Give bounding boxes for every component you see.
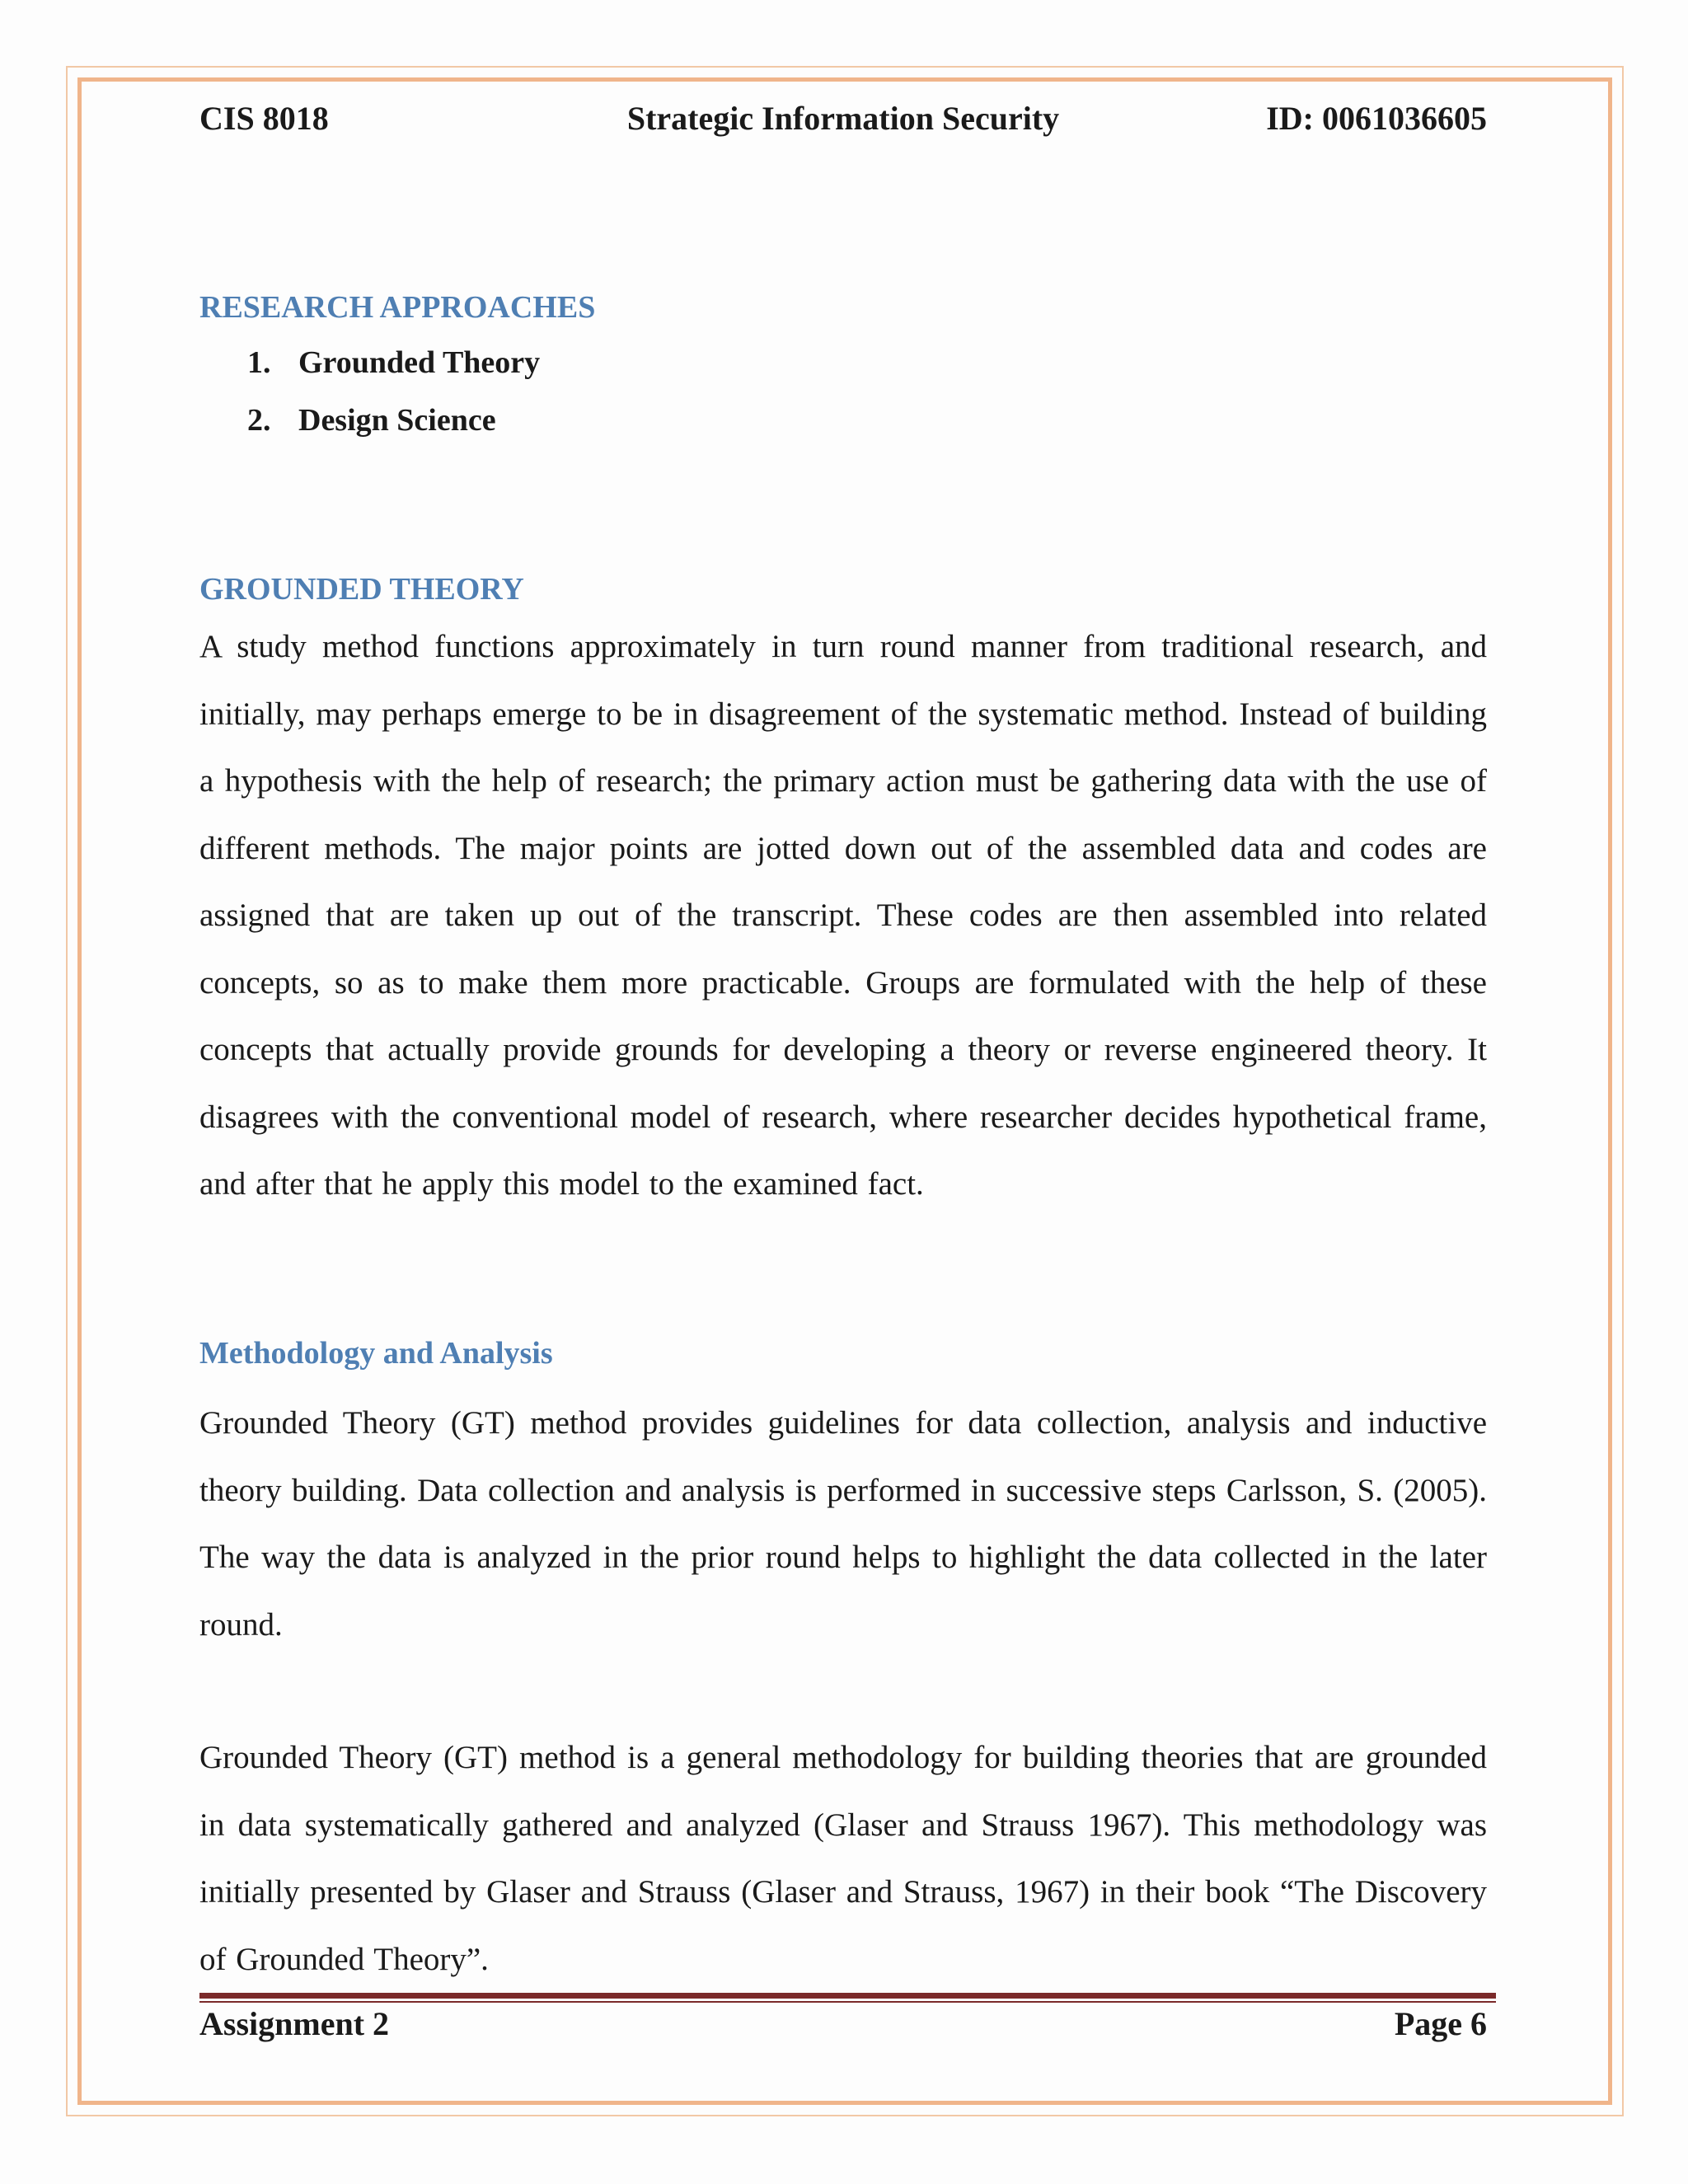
header-student-id: ID: 0061036605 [1266, 100, 1487, 137]
research-approaches-heading: RESEARCH APPROACHES [199, 290, 596, 325]
footer-divider-thin [199, 2001, 1496, 2003]
list-item-number: 1. [247, 345, 271, 380]
footer-divider [199, 1993, 1496, 1999]
methodology-paragraph-2: Grounded Theory (GT) method is a general methodology for building theories that are grounded in data systematically gathered and analyzed (Glaser and Strauss 1967). This methodology was initially presented by Glaser and Strauss (Glaser and Strauss, 1967) in their book “The Discovery of Grounded Theory”. [199, 1740, 1487, 1977]
grounded-theory-section [199, 569, 1487, 1218]
page-footer [199, 2004, 1487, 2054]
footer-page-number: Page 6 [1394, 2005, 1487, 2042]
grounded-theory-heading: GROUNDED THEORY [199, 572, 524, 607]
footer-assignment: Assignment 2 [199, 2005, 390, 2042]
methodology-heading: Methodology and Analysis [199, 1336, 553, 1371]
approaches-list [199, 334, 1487, 449]
list-item-label: Grounded Theory [298, 345, 541, 380]
list-item-label: Design Science [298, 403, 496, 438]
grounded-theory-paragraph: A study method functions approximately in turn round manner from traditional research, and initially, may perhaps emerge to be in disagreement of the systematic method. Instead of building a hypothesis with the help of research; the primary action must be gathering data with the use of different methods. The major points are jotted down out of the assembled data and codes are assigned that are taken up out of the transcript. These codes are then assembled into related concepts, so as to make them more practicable. Groups are formulated with the help of these concepts that actually provide grounds for developing a theory or reverse engineered theory. It disagrees with the conventional model of research, where researcher decides hypothetical frame, and after that he apply this model to the examined fact. [199, 629, 1487, 1202]
header-course: CIS 8018 [199, 100, 329, 137]
list-item [199, 334, 1487, 391]
research-approaches-section [199, 287, 1487, 449]
list-item-number: 2. [247, 403, 271, 438]
page-header [199, 99, 1487, 148]
header-title: Strategic Information Security [626, 100, 1060, 137]
methodology-section [199, 1329, 1487, 1993]
methodology-paragraph-1: Grounded Theory (GT) method provides guidelines for data collection, analysis and inductive theory building. Data collection and analysis is performed in successive steps Carlsson, S. (2005). The way the data is analyzed in the prior round helps to highlight the data collected in the later round. [199, 1405, 1487, 1643]
list-item [199, 391, 1487, 449]
